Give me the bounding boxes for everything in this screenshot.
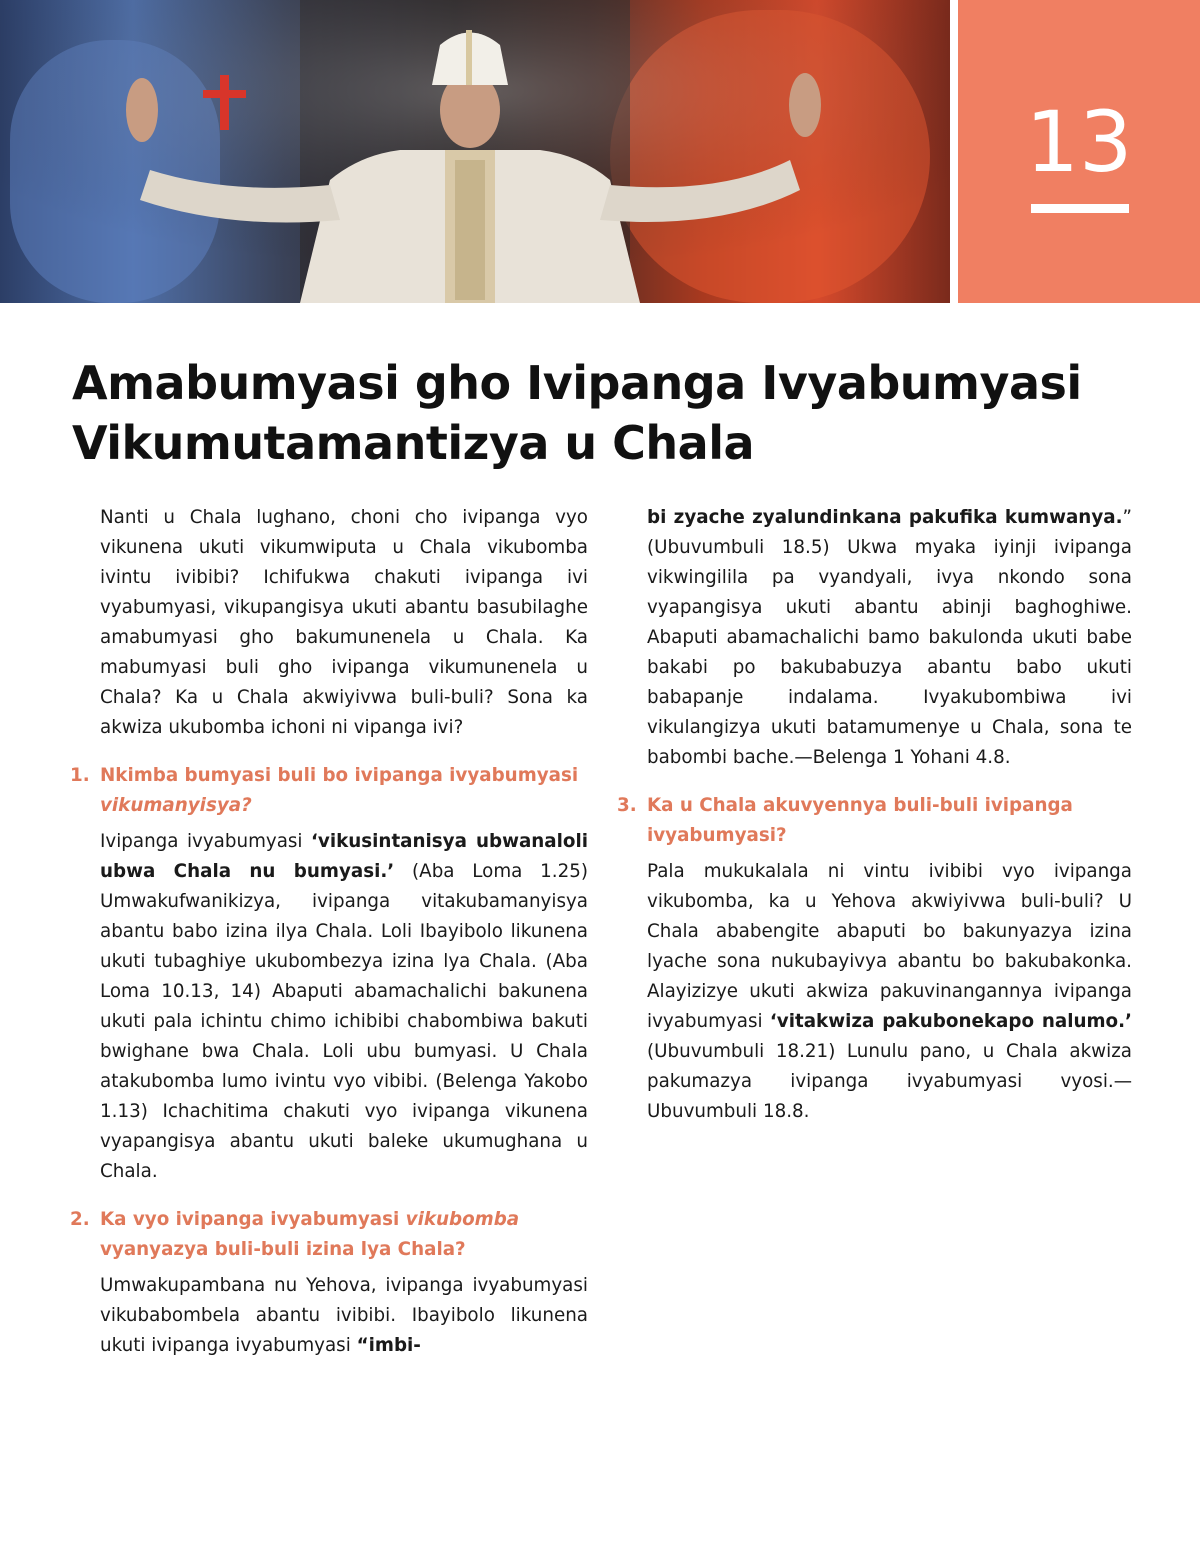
question-3-number: 3. [617, 795, 637, 816]
right-column [617, 503, 1132, 1145]
hero-photo [0, 0, 950, 303]
title-line-2: Vikumutamantizya u Chala [72, 416, 755, 470]
priest-with-raised-arms-photo [0, 0, 950, 303]
chapter-number: 13 [1025, 93, 1133, 191]
question-1-answer: Ivipanga ivyabumyasi ‘vikusintanisya ubwanaloli ubwa Chala nu bumyasi.’ (Aba Loma 1.25) Umwakufwanikizya, ivipanga vitakubamanyisya abantu babo izina ilya Chala. Loli Ibayibolo likunena ukuti tubaghiye ukubombezya izina lya Chala. (Aba Loma 10.13, 14) Abaputi abamachalichi bakunena ukuti pala ichintu chimo ichibibi chabombiwa bakuti bwighane bwa Chala. Loli ubu bumyasi. U Chala atakubomba lumo ivintu vyo vibibi. (Belenga Yakobo 1.13) Ichachitima chakuti vyo ivipanga vikunena vyapangisya abantu ukuti baleke ukumughana u Chala. [100, 831, 589, 1182]
cross-icon [220, 75, 229, 130]
question-2-heading: 2. Ka vyo ivipanga ivyabumyasi vikubomba vyanyazya buli-buli izina lya Chala? [70, 1205, 588, 1265]
chapter-badge [958, 0, 1200, 303]
question-2-answer-continued: bi zyache zyalundinkana pakufika kumwanya.” (Ubuvumbuli 18.5) Ukwa myaka iyinji ivipanga vikwingilila pa vyandyali, ivya nkondo sona vyapangisya ukuti abantu abinji baghoghiwe. Abaputi abamachalichi bamo bakulonda ukuti babe bakabi po bakubabuzya abantu babo ukuti babapanje indalama. Ivyakubombiwa ivi vikulangizya ukuti batamumenye u Chala, sona te babombi bache.—Belenga 1 Yohani 4.8. [647, 507, 1132, 768]
question-2-answer-start: Umwakupambana nu Yehova, ivipanga ivyabumyasi vikubabombela abantu ivibibi. Ibayibolo likunena ukuti ivipanga ivyabumyasi “imbi- [100, 1275, 588, 1356]
title-line-1: Amabumyasi gho Ivipanga Ivyabumyasi [72, 356, 1082, 410]
question-3-answer: Pala mukukalala ni vintu ivibibi vyo ivipanga vikubomba, ka u Yehova akwiyivwa buli-buli? U Chala ababengite abaputi bo bakunyazya izina lyache sona nukubayivya abantu bo bakubakonka. Alayizizye ukuti akwiza pakuvinangannya ivipanga ivyabumyasi ‘vitakwiza pakubonekapo nalumo.’ (Ubuvumbuli 18.21) Lunulu pano, u Chala akwiza pakumazya ivipanga ivyabumyasi vyosi.—Ubuvumbuli 18.8. [647, 861, 1132, 1122]
intro-paragraph: Nanti u Chala lughano, choni cho ivipanga vyo vikunena ukuti vikumwiputa u Chala vikubomba ivintu ivibibi? Ichifukwa chakuti ivipanga ivi vyabumyasi, vikupangisya ukuti abantu basubilaghe amabumyasi gho bakumunenela u Chala. Ka mabumyasi buli gho ivipanga vikumunenela u Chala? Ka u Chala akwiyivwa buli-buli? Sona ka akwiza ukubomba ichoni ni vipanga ivi? [100, 507, 588, 738]
question-1-heading: 1. Nkimba bumyasi buli bo ivipanga ivyabumyasi vikumanyisya? [70, 761, 588, 821]
left-column [70, 503, 588, 1379]
question-2-number: 2. [70, 1209, 90, 1230]
page-title [72, 353, 1132, 473]
chapter-rule [1031, 204, 1129, 213]
question-1-number: 1. [70, 765, 90, 786]
question-3-heading: 3. Ka u Chala akuvyennya buli-buli ivipanga ivyabumyasi? [617, 791, 1132, 851]
